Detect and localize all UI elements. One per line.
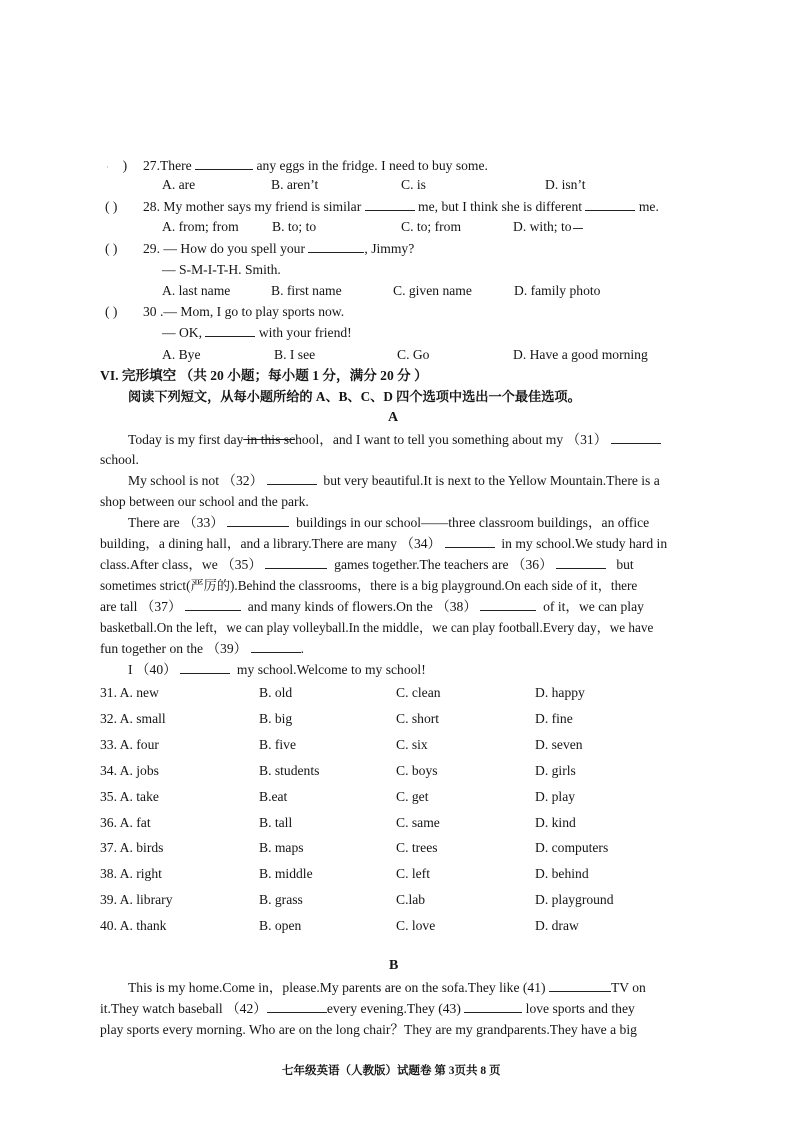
q29-paren: ( ) [105, 241, 118, 256]
passage-a-line-8: sometimes strict(严厉的).Behind the classrooms，there is a big playground.On each side of it，there [100, 578, 638, 593]
q29-option-a: A. last name [162, 283, 231, 298]
passage-b-label: B [389, 958, 399, 973]
passage-b-line-1: This is my home.Come in，please.My parents are on the sofa.They like (41) TV on [128, 980, 646, 995]
option-37-c: C. trees [396, 840, 438, 855]
q28-option-c: C. to; from [401, 219, 462, 234]
q27-paren: · ) [106, 158, 128, 173]
blank-33 [227, 514, 289, 527]
q28-paren: ( ) [105, 199, 118, 214]
blank-32 [267, 472, 317, 485]
option-37-a: 37. A. birds [100, 840, 164, 855]
passage-a-line-5: There are （33） buildings in our school——three classroom buildings，an office [128, 515, 650, 530]
option-32-a: 32. A. small [100, 711, 166, 726]
blank-43 [464, 1000, 522, 1013]
option-31-c: C. clean [396, 685, 441, 700]
q30-option-d: D. Have a good morning [513, 347, 648, 362]
option-33-b: B. five [259, 737, 296, 752]
section-instruction: 阅读下列短文，从每小题所给的 A、B、C、D 四个选项中选出一个最佳选项。 [128, 389, 581, 404]
q27-option-a: A. are [162, 177, 196, 192]
option-36-c: C. same [396, 815, 440, 830]
blank-42 [267, 1000, 327, 1013]
passage-a-line-2: school. [100, 452, 139, 467]
option-34-a: 34. A. jobs [100, 763, 159, 778]
passage-a-label: A [388, 410, 399, 425]
q29-option-c: C. given name [393, 283, 472, 298]
option-33-d: D. seven [535, 737, 583, 752]
option-33-a: 33. A. four [100, 737, 159, 752]
option-40-b: B. open [259, 918, 302, 933]
q29-stem: 29. — How do you spell your , Jimmy? [143, 241, 415, 256]
option-34-c: C. boys [396, 763, 438, 778]
q30-option-c: C. Go [397, 347, 430, 362]
blank-31 [611, 431, 661, 444]
q30-blank [205, 324, 255, 337]
passage-b-line-2: it.They watch baseball （42） every evening.They (43) love sports and they [100, 1001, 635, 1016]
option-32-c: C. short [396, 711, 440, 726]
option-31-a: 31. A. new [100, 685, 159, 700]
option-39-b: B. grass [259, 892, 303, 907]
option-31-b: B. old [259, 685, 293, 700]
section-title: VI. 完形填空 （共 20 小题；每小题 1 分，满分 20 分 ） [100, 368, 428, 383]
passage-a-line-12: I （40） my school.Welcome to my school! [128, 662, 426, 677]
option-32-b: B. big [259, 711, 293, 726]
q28-option-d: D. with; to [513, 218, 583, 236]
q27-stem: 27.There any eggs in the fridge. I need to buy some. [143, 158, 488, 173]
q30-reply: — OK, with your friend! [162, 325, 352, 340]
q27-option-d: D. isn’t [545, 177, 586, 192]
option-36-a: 36. A. fat [100, 815, 151, 830]
option-35-b: B.eat [259, 789, 288, 804]
blank-39 [251, 640, 301, 653]
option-34-d: D. girls [535, 763, 576, 778]
option-38-d: D. behind [535, 866, 589, 881]
option-35-d: D. play [535, 789, 576, 804]
passage-b-line-3: play sports every morning. Who are on the long chair？They are my grandparents.They have a big [100, 1022, 637, 1037]
page-footer: 七年级英语（人教版）试题卷 第 3页共 8 页 [282, 1065, 501, 1077]
option-31-d: D. happy [535, 685, 585, 700]
option-39-a: 39. A. library [100, 892, 173, 907]
option-36-d: D. kind [535, 815, 576, 830]
option-39-d: D. playground [535, 892, 614, 907]
q29-option-b: B. first name [271, 283, 342, 298]
option-34-b: B. students [259, 763, 320, 778]
blank-36 [556, 556, 606, 569]
blank-38 [480, 598, 536, 611]
option-35-c: C. get [396, 789, 429, 804]
q28-blank-1 [365, 198, 415, 211]
blank-37 [185, 598, 241, 611]
option-39-c: C.lab [396, 892, 426, 907]
q28-blank-2 [585, 198, 635, 211]
blank-41 [549, 979, 611, 992]
q27-option-c: C. is [401, 177, 426, 192]
option-40-d: D. draw [535, 918, 579, 933]
option-38-b: B. middle [259, 866, 313, 881]
q30-paren: ( ) [105, 304, 118, 319]
passage-a-line-6: building，a dining hall，and a library.There are many （34） in my school.We study hard in [100, 536, 668, 551]
option-38-c: C. left [396, 866, 430, 881]
option-37-b: B. maps [259, 840, 304, 855]
q28-option-a: A. from; from [162, 219, 239, 234]
passage-a-line-9: are tall （37） and many kinds of flowers.On the （38） of it，we can play [100, 599, 644, 614]
option-40-c: C. love [396, 918, 436, 933]
blank-34 [445, 535, 495, 548]
q29-blank [308, 240, 364, 253]
q29-reply: — S-M-I-T-H. Smith. [162, 262, 281, 277]
option-33-c: C. six [396, 737, 428, 752]
passage-a-line-10: basketball.On the left，we can play volleyball.In the middle，we can play football.Every day，we have [100, 620, 654, 635]
passage-a-line-4: shop between our school and the park. [100, 494, 309, 509]
option-37-d: D. computers [535, 840, 609, 855]
option-36-b: B. tall [259, 815, 293, 830]
blank-35 [265, 556, 327, 569]
q30-option-a: A. Bye [162, 347, 201, 362]
blank-40 [180, 661, 230, 674]
option-38-a: 38. A. right [100, 866, 162, 881]
q29-option-d: D. family photo [514, 283, 601, 298]
passage-a-line-11: fun together on the （39） . [100, 641, 305, 656]
q30-option-b: B. I see [274, 347, 316, 362]
option-40-a: 40. A. thank [100, 918, 167, 933]
passage-a-line-3: My school is not （32） but very beautiful.It is next to the Yellow Mountain.There is a [128, 473, 660, 488]
q30-stem: 30 .— Mom, I go to play sports now. [143, 304, 345, 319]
q28-option-b: B. to; to [272, 219, 317, 234]
q27-blank [195, 157, 253, 170]
passage-a-line-1: Today is my first day in this school，and I want to tell you something about my （31） [128, 431, 661, 449]
q27-option-b: B. aren’t [271, 177, 319, 192]
passage-a-line-7: class.After class，we （35） games together.The teachers are （36） but [100, 557, 634, 572]
option-32-d: D. fine [535, 711, 573, 726]
q28-stem: 28. My mother says my friend is similar me, but I think she is different me. [143, 199, 659, 214]
option-35-a: 35. A. take [100, 789, 159, 804]
